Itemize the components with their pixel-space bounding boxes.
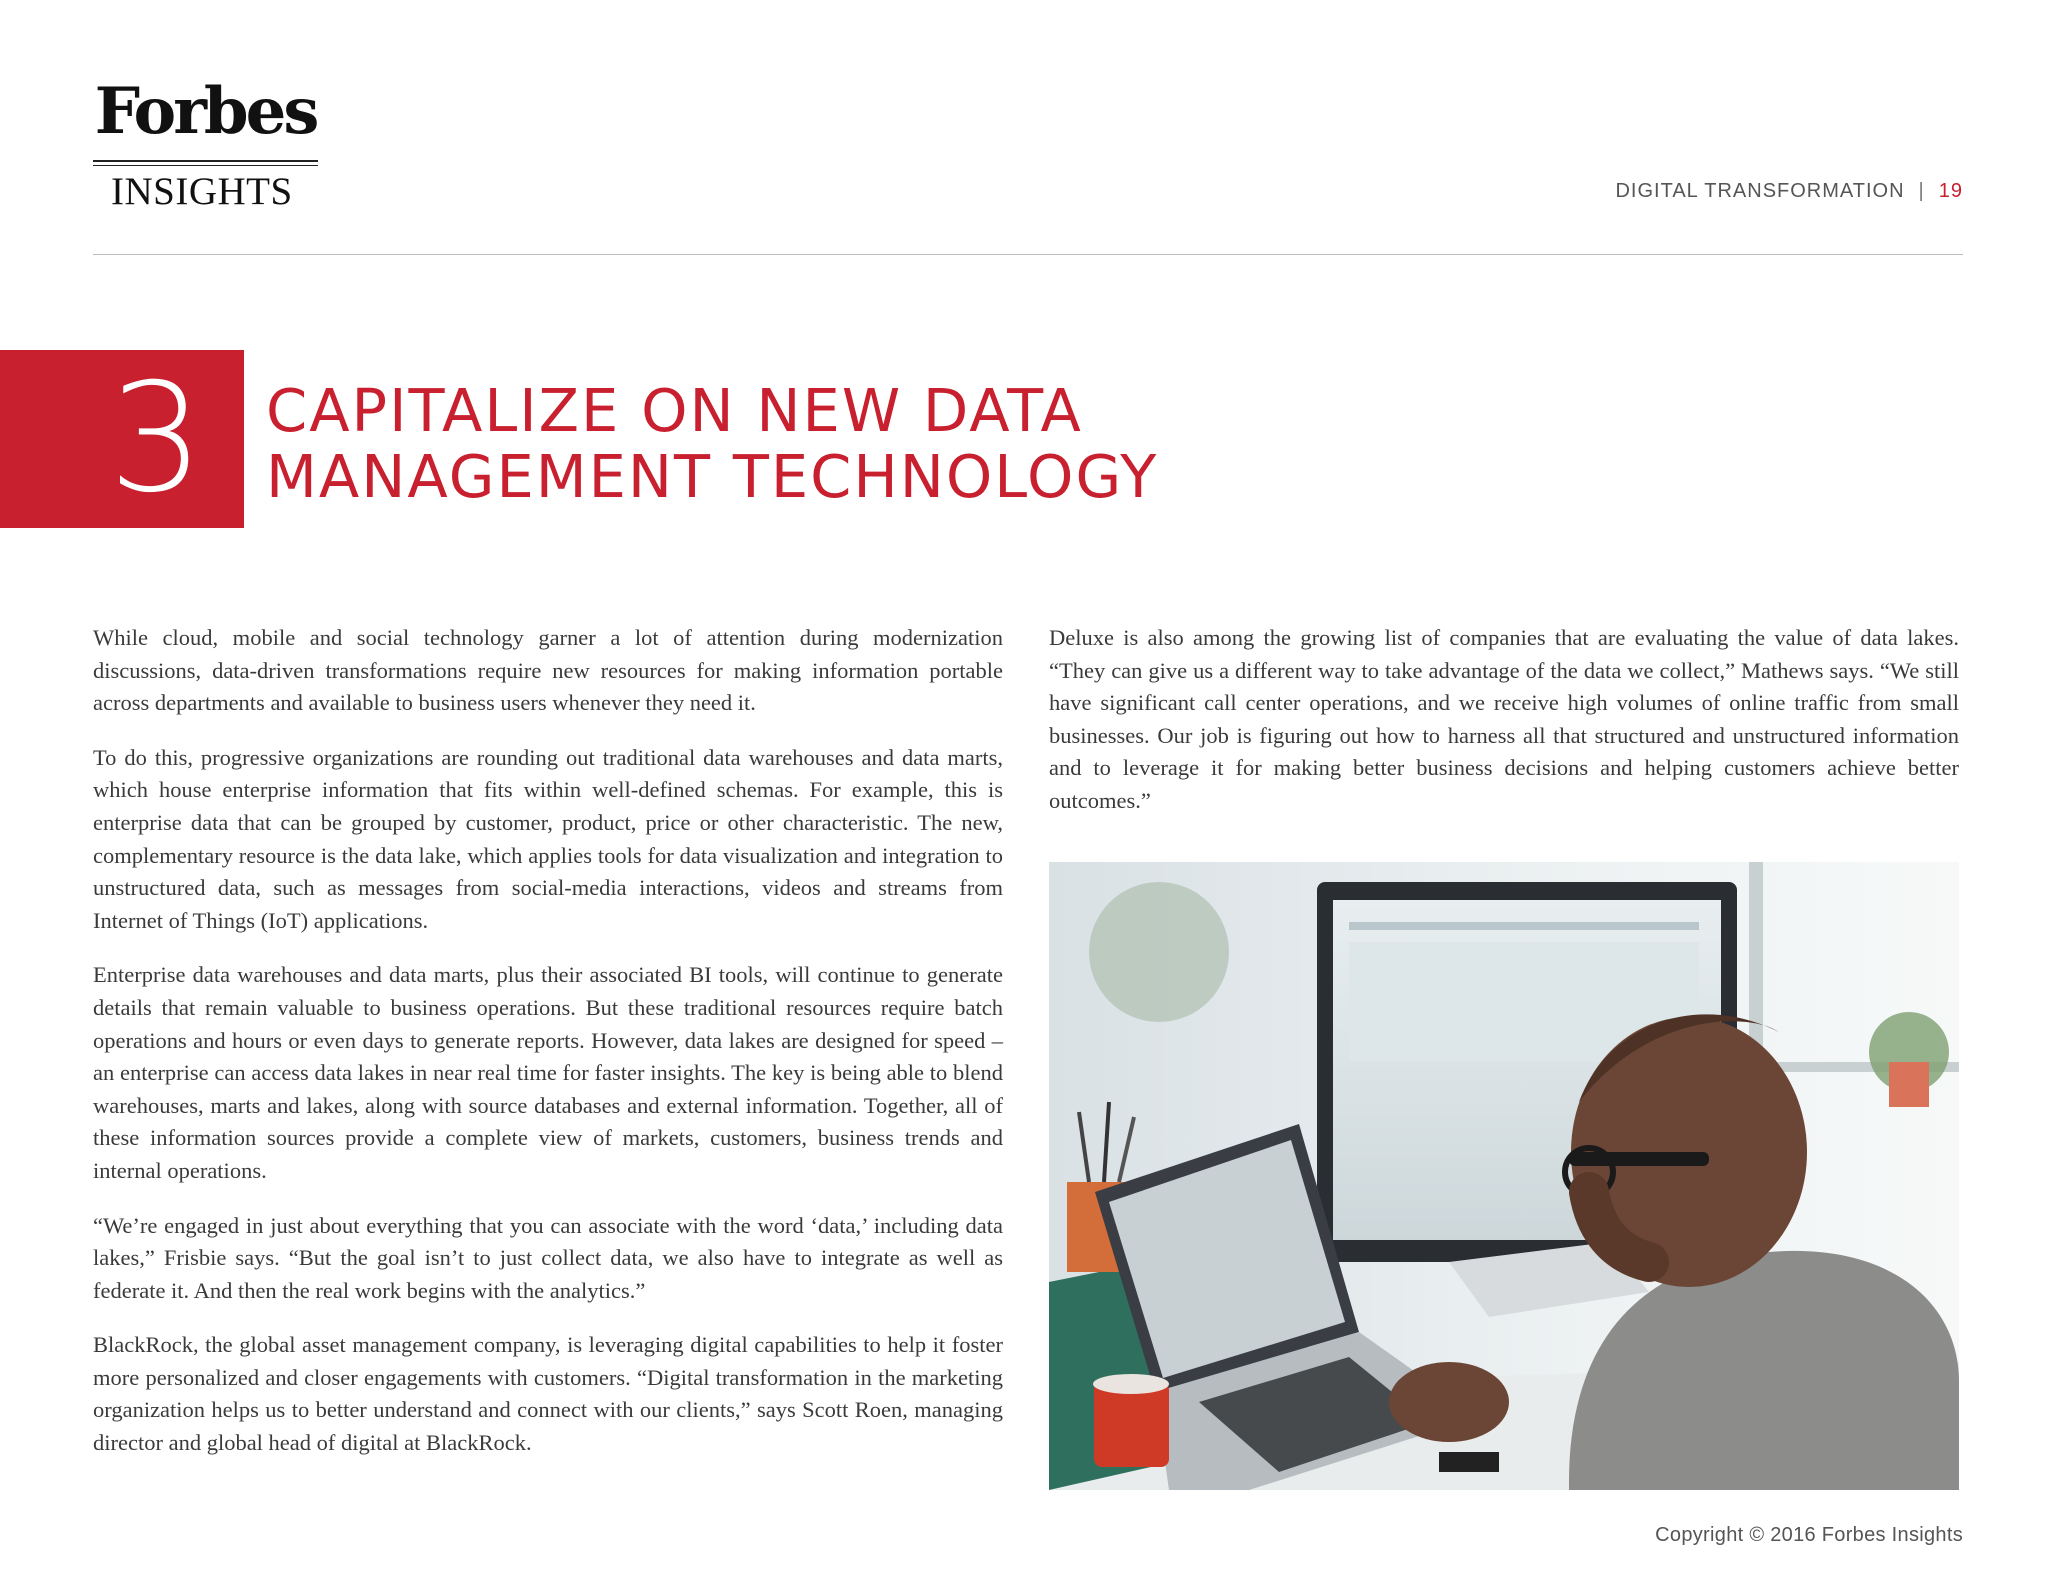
body-paragraph: BlackRock, the global asset management company, is leveraging digital capabilities to help it foster more personalized and closer engagements with customers. “Digital transformation in the marketing organization helps us to better understand and connect with our clients,” says Scott Roen, managing director and global head of digital at BlackRock. (93, 1332, 1003, 1456)
section-title (266, 378, 1266, 510)
body-paragraph: While cloud, mobile and social technology garner a lot of attention during modernization discussions, data-driven transformations require new resources for making information portable across departments and available to business users whenever they need it. (93, 625, 1003, 716)
section-title-line-2: MANAGEMENT TECHNOLOGY (266, 442, 1159, 511)
header-separator: | (1918, 180, 1925, 202)
body-paragraph: To do this, progressive organizations are rounding out traditional data warehouses and data marts, which house enterprise information that fits within well-defined schemas. For example, this is enterprise data that can be grouped by customer, product, price or other characteristic. The new, complementary resource is the data lake, which applies tools for data visualization and integration to unstructured data, such as messages from social-media interactions, videos and streams from Internet of Things (IoT) applications. (93, 744, 1003, 933)
running-header (1615, 180, 1963, 203)
logo-wordmark: Forbes (94, 74, 317, 149)
page-number: 19 (1938, 180, 1963, 202)
forbes-insights-logo (93, 74, 318, 213)
copyright-footer: Copyright © 2016 Forbes Insights (1655, 1524, 1963, 1546)
header-divider (93, 254, 1963, 255)
body-paragraph: Deluxe is also among the growing list of companies that are evaluating the value of data lakes. “They can give us a different way to take advantage of the data we collect,” Mathews says. “We still have significant call center operations, and we receive high volumes of online traffic from small businesses. Our job is figuring out how to harness all that structured and unstructured information and to leverage it for making better business decisions and helping customers achieve better outcomes.” (1049, 625, 1959, 813)
office-photo (1049, 862, 1959, 1490)
logo-subtitle: INSIGHTS (111, 170, 293, 213)
body-paragraph: “We’re engaged in just about everything that you can associate with the word ‘data,’ including data lakes,” Frisbie says. “But the goal isn’t to just collect data, we also have to integrate as well as federate it. And then the real work begins with the analytics.” (93, 1212, 1003, 1303)
right-column (1049, 622, 1959, 840)
photo-illustration (1049, 862, 1959, 1490)
section-title-line-1: CAPITALIZE ON NEW DATA (266, 376, 1083, 445)
logo-rule-thin (93, 165, 318, 166)
body-paragraph: Enterprise data warehouses and data marts, plus their associated BI tools, will continue to generate details that remain valuable to business operations. But these traditional resources require batch operations and hours or even days to generate reports. However, data lakes are designed for speed – an enterprise can access data lakes in near real time for faster insights. The key is being able to blend warehouses, marts and lakes, along with source databases and external information. Together, all of these information sources provide a complete view of markets, customers, business trends and internal operations. (93, 962, 1003, 1183)
section-number-box: 3 (0, 350, 244, 528)
left-column (93, 622, 1003, 1482)
header-section: DIGITAL TRANSFORMATION (1615, 180, 1905, 202)
logo-rule (93, 160, 318, 162)
